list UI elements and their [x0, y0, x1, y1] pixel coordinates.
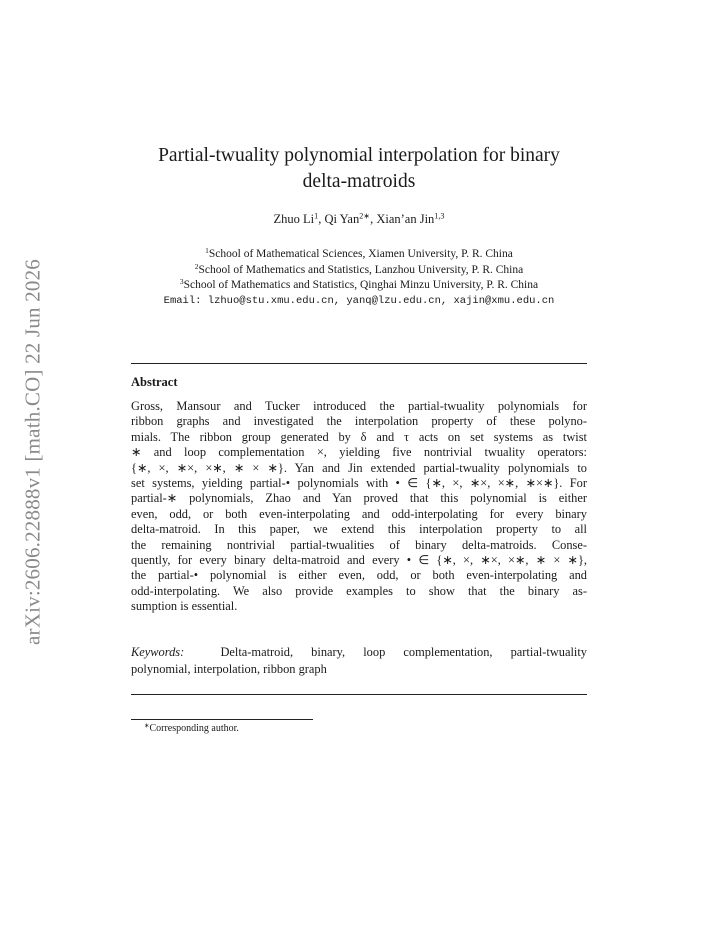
affil-text: School of Mathematical Sciences, Xiamen University, P. R. China: [208, 248, 513, 260]
author-name: Qi Yan: [324, 212, 360, 226]
title-line-1: Partial-twuality polynomial interpolation for binary: [158, 145, 560, 166]
abstract-line: sumption is essential.: [131, 599, 238, 614]
abstract-line: the partial-• polynomial is either even, odd, or both even-interpolating and: [131, 568, 587, 583]
abstract-line: set systems, yielding partial-• polynomials with • ∈ {∗, ×, ∗×, ×∗, ∗×∗}. For: [131, 476, 587, 491]
author-list: Zhuo Li$^1$, Qi Yan$^{2∗}$, Xian’an Jin$^{1,3}$: [273, 211, 445, 226]
affil-mark: 2: [194, 261, 199, 271]
abstract-line: ∗ and loop complementation ×, yielding five nontrivial twuality operators:: [131, 445, 587, 460]
keywords-line: polynomial, interpolation, ribbon graph: [131, 661, 327, 676]
email-line: Email: lzhuo@stu.xmu.edu.cn, yanq@lzu.edu.cn, xajin@xmu.edu.cn: [163, 294, 555, 307]
affiliation-line: [110, 247, 608, 263]
keywords-label: Keywords:: [131, 645, 185, 659]
abstract-line: the remaining nontrivial partial-twualities of binary delta-matroids. Conse-: [131, 537, 587, 552]
affiliation-line: [110, 278, 608, 294]
abstract-line: mials. The ribbon group generated by δ and τ acts on set systems as twist: [131, 429, 587, 444]
author-affil-mark: 1,3: [434, 211, 445, 221]
abstract-line: delta-matroid. In this paper, we extend this interpolation property to all: [131, 522, 587, 537]
author-affil-mark: 1: [314, 211, 319, 221]
abstract-heading: Abstract: [131, 375, 178, 389]
affil-mark: 3: [179, 276, 184, 286]
abstract-line: {∗, ×, ∗×, ×∗, ∗ × ∗}. Yan and Jin extended partial-twuality polynomials to: [131, 460, 587, 475]
author-name: Xian’an Jin: [376, 212, 435, 226]
footnote: [144, 723, 239, 734]
abstract-line: partial-∗ polynomials, Zhao and Yan proved that this polynomial is either: [131, 491, 587, 506]
author-name: Zhuo Li: [273, 212, 315, 226]
abstract-line: even, odd, or both even-interpolating and odd-interpolating for every binary: [131, 506, 587, 521]
abstract-body: [131, 399, 587, 615]
footnote-rule: [131, 719, 313, 720]
affiliation-line: [110, 263, 608, 279]
affiliations: [110, 247, 608, 309]
bottom-rule: [131, 694, 587, 695]
keywords-line: [131, 644, 587, 661]
abstract-line: Gross, Mansour and Tucker introduced the partial-twuality polynomials for: [131, 399, 587, 413]
keywords-block: [131, 644, 587, 677]
affil-text: School of Mathematics and Statistics, Lanzhou University, P. R. China: [198, 263, 524, 276]
top-rule: [131, 363, 587, 364]
abstract-line: quently, for every binary delta-matroid and every • ∈ {∗, ×, ∗×, ×∗, ∗ × ∗},: [131, 553, 587, 568]
abstract-line: ribbon graphs and investigated the interpolation property of these polyno-: [131, 414, 587, 429]
affil-text: School of Mathematics and Statistics, Qinghai Minzu University, P. R. China: [183, 279, 539, 291]
affil-mark: 1: [205, 245, 209, 255]
paper-title: [131, 143, 587, 195]
keywords-text: Delta-matroid, binary, loop complementation, partial-twuality: [220, 645, 587, 659]
footnote-text: Corresponding author.: [149, 723, 239, 734]
abstract-line: odd-interpolating. We also provide examples to show that the binary as-: [131, 583, 587, 598]
author-affil-mark: 2∗: [359, 211, 371, 221]
footnote-mark: ∗: [144, 722, 150, 730]
arxiv-stamp: arXiv:2606.22888v1 [math.CO] 22 Jun 2026: [20, 259, 45, 645]
title-line-2: delta-matroids: [302, 171, 416, 192]
